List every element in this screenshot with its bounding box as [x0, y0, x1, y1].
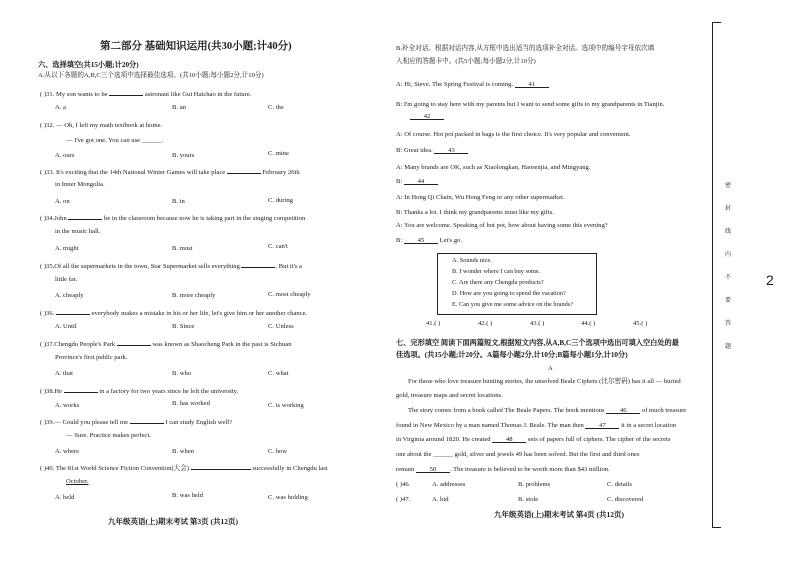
option-c: C. discovered [607, 496, 644, 503]
question-33: ( )33. It's exciting that the 14th National Winter Games will take place February 26th [40, 169, 300, 176]
option-c: C. how [268, 448, 288, 455]
binder-char: 要 [724, 298, 731, 304]
option-b: B. in [172, 198, 185, 205]
box-option-c: C. Are there any Chengdu products? [452, 279, 544, 286]
option-a: A. works [55, 402, 80, 409]
answer-blank[interactable] [109, 89, 143, 96]
option-c: C. the [268, 104, 284, 111]
dialogue-line-2: B: I'm going to stay here with my parents but I want to send some gifts to my grandparents in Tianjin. [396, 101, 665, 108]
box-option-d: D. How are you going to spend the vacation? [452, 290, 566, 297]
question-40-line2: October. [66, 478, 89, 485]
dialogue-line-1: A: Hi, Steve. The Spring Festival is coming. 41 [396, 81, 549, 89]
question-31: ( )31. My son wants to be astronaut like Gui Haichao in the future. [40, 91, 252, 98]
answer-blank[interactable] [191, 463, 251, 470]
dialogue-line-7: A: In Hong Qi Chain, Wu Hong Feng or any other supermarket. [396, 194, 565, 201]
option-a: A. a [55, 104, 66, 111]
blank-42[interactable]: 42 [410, 113, 444, 120]
answer-44[interactable]: 44.( ) [581, 320, 596, 327]
option-b: B. was held [172, 492, 203, 499]
option-c: C. is working [268, 402, 304, 409]
question-39-line2: — Sure. Practice makes perfect. [66, 432, 151, 439]
binder-char: 封 [724, 206, 731, 212]
option-c: C. details [607, 481, 632, 488]
dialogue-line-5: A: Many brands are OK, such as Xiaolongkan, Haorenjia, and Mingyang. [396, 164, 591, 171]
blank-44[interactable]: 44 [404, 178, 438, 185]
binder-char: 答 [724, 321, 731, 327]
option-b: B. Since [172, 323, 195, 330]
dialogue-line-6: B: 44 [396, 178, 438, 186]
option-a: A. ours [55, 152, 75, 159]
option-a: A. that [55, 370, 73, 377]
part6-b-title-2: 入相应的答题卡中。(共5小题;每小题2分,计10分) [396, 58, 536, 65]
para2-line1: The story comes from a book called The Beale Papers. The book mentions 46 of much treasure [408, 407, 687, 414]
answer-43[interactable]: 43.( ) [530, 320, 545, 327]
blank-47[interactable]: 47 [585, 422, 619, 429]
option-b: B. yours [172, 152, 195, 159]
answer-blank[interactable] [241, 261, 275, 268]
binder-char: 不 [724, 275, 731, 281]
binding-divider-line [712, 22, 713, 527]
para2-line2: found in New Mexico by a man named Thomas J. Beale. The man then 47 it in a secret location [396, 422, 677, 429]
option-b: B. must [172, 245, 193, 252]
box-option-b: B. I wonder where I can buy some. [452, 268, 541, 275]
option-a: A. addresses [432, 481, 466, 488]
blank-43[interactable]: 43 [434, 147, 468, 154]
answer-41[interactable]: 41.( ) [426, 320, 441, 327]
part7-title: 七、完形填空 阅读下面两篇短文,根据短文内容,从A,B,C三个选项中选出可填入空白处的最 [396, 339, 679, 347]
option-c: C. most cheaply [268, 291, 311, 298]
question-39: ( )39.— Could you please tell me I can study English well? [40, 419, 233, 426]
option-a: A. on [55, 198, 70, 205]
binder-char: 线 [724, 229, 731, 235]
answer-blank[interactable] [227, 167, 261, 174]
blank-45[interactable]: 45 [404, 237, 438, 244]
question-33-line2: in Inner Mongolia. [55, 181, 105, 188]
part6-a-title: A.从以下各题的A,B,C三个选项中选择最佳选项。(共10小题;每小题2分,计10分) [38, 72, 264, 79]
answer-45[interactable]: 45.( ) [633, 320, 648, 327]
dialogue-line-3: A: Of course. Hot pot packed in bags is the first choice. It's very popular and convenient. [396, 131, 631, 138]
option-a: A. hid [432, 496, 449, 503]
footer-right: 九年级英语(上)期末考试 第4页 (共12页) [494, 510, 624, 519]
question-35: ( )35.Of all the supermarkets in the town, Star Supermarket sells everything . But it's a [40, 263, 302, 270]
answer-blank[interactable] [64, 386, 98, 393]
question-47[interactable]: ( )47. [396, 496, 411, 503]
option-a: A. Until [55, 323, 77, 330]
option-b: B. stole [518, 496, 539, 503]
divider-bottom-tick [712, 527, 721, 528]
answer-blank[interactable] [117, 339, 151, 346]
binder-char: 密 [724, 183, 731, 189]
option-c: C. Unless [268, 323, 294, 330]
options-box [437, 253, 597, 315]
dialogue-line-10: B: 45 Let's go. [396, 237, 462, 244]
option-a: A. held [55, 494, 75, 501]
part7-title-2: 佳选项。(共15小题;计20分。A篇每小题2分,计10分;B篇每小题1分,计10分) [396, 351, 628, 359]
question-34-line2: in the music hall. [55, 228, 101, 235]
question-40: ( )40. The 81st World Science Fiction Convention(大会) successfully in Chengdu last [40, 465, 328, 472]
question-46[interactable]: ( )46. [396, 481, 411, 488]
answer-blank[interactable] [130, 417, 164, 424]
section-title: 第二部分 基础知识运用(共30小题;计40分) [100, 41, 292, 52]
binding-margin-text [720, 180, 736, 364]
question-35-line2: little far. [55, 276, 78, 283]
option-c: C. mine [268, 150, 289, 157]
option-b: B. an [172, 104, 186, 111]
option-c: C. can't [268, 243, 288, 250]
binder-char: 内 [724, 252, 731, 258]
blank-50[interactable]: 50 [416, 466, 450, 473]
question-37: ( )37.Chengdu People's Park was known as Shaocheng Park in the past is Sichuan [40, 341, 292, 348]
dialogue-line-9: A: You are welcome. Speaking of hot pot, how about having some this evening? [396, 222, 608, 229]
dialogue-line-4: B: Great idea. 43 [396, 147, 468, 155]
left-page [0, 0, 392, 561]
para1-line2: gold, treasure maps and secret locations. [396, 392, 503, 399]
answer-blank[interactable] [68, 213, 102, 220]
option-b: B. has worked [172, 400, 210, 407]
question-34: ( )34.John be in the classroom because now he is taking part in the singing competition [40, 215, 306, 222]
para2-line5: remain 50 . The treasure is believed to be worth more than $43 million. [396, 466, 610, 473]
question-36: ( )36. everybody makes a mistake in his or her life, let's give him or her another chance. [40, 310, 308, 317]
option-a: A. cheaply [55, 292, 84, 299]
option-b: B. who [172, 370, 192, 377]
article-label: A [548, 365, 553, 372]
question-37-line2: Province's first public park. [55, 354, 128, 361]
blank-48[interactable]: 48 [492, 436, 526, 443]
option-c: C. was holding [268, 494, 308, 501]
option-a: A. where [55, 448, 80, 455]
option-a: A. might [55, 245, 79, 252]
page-number: 2 [766, 272, 774, 288]
question-32-line2: — I've got one. You can use ______. [66, 137, 164, 144]
question-32: ( )32. — Oh, I left my math textbook at home. [40, 122, 163, 129]
answer-42[interactable]: 42.( ) [478, 320, 493, 327]
para2-line3: in Virginia around 1820. He created 48 sets of papers full of ciphers. The cipher of the secrets [396, 436, 671, 443]
question-38: ( )38.He in a factory for two years since he left the university. [40, 388, 239, 395]
option-b: B. more cheaply [172, 292, 216, 299]
blank-46[interactable]: 46 [606, 407, 640, 414]
para1-line1: For those who love treasure hunting stories, the unsolved Beale Ciphers (比尔密码) has it all — buried [408, 378, 681, 385]
dialogue-line-2-blank [410, 113, 444, 121]
box-option-e: E. Can you give me some advice on the brands? [452, 301, 574, 308]
divider-top-tick [712, 22, 721, 23]
option-c: C. during [268, 197, 293, 204]
blank-49[interactable]: 49 [515, 451, 523, 458]
option-b: B. when [172, 448, 194, 455]
blank-41[interactable]: 41 [515, 81, 549, 88]
box-option-a: A. Sounds nice. [452, 257, 492, 264]
para2-line4: one about the ______ gold, silver and jewels 49 has been solved. But the first and third ones [396, 451, 640, 458]
option-c: C. what [268, 370, 289, 377]
footer-left: 九年级英语(上)期末考试 第3页 (共12页) [108, 517, 238, 526]
answer-blank[interactable] [56, 308, 90, 315]
part6-b-title: B.补全对话。根据对话内容,从方框中选出适当的选项补全对话。选项中的编号字母依次填 [396, 45, 655, 52]
dialogue-line-8: B: Thanks a lot. I think my grandparents must like my gifts. [396, 209, 554, 216]
binder-char: 题 [724, 344, 731, 350]
option-b: B. problems [518, 481, 551, 488]
part6-title: 六、选择填空(共15小题;计20分) [38, 61, 139, 69]
